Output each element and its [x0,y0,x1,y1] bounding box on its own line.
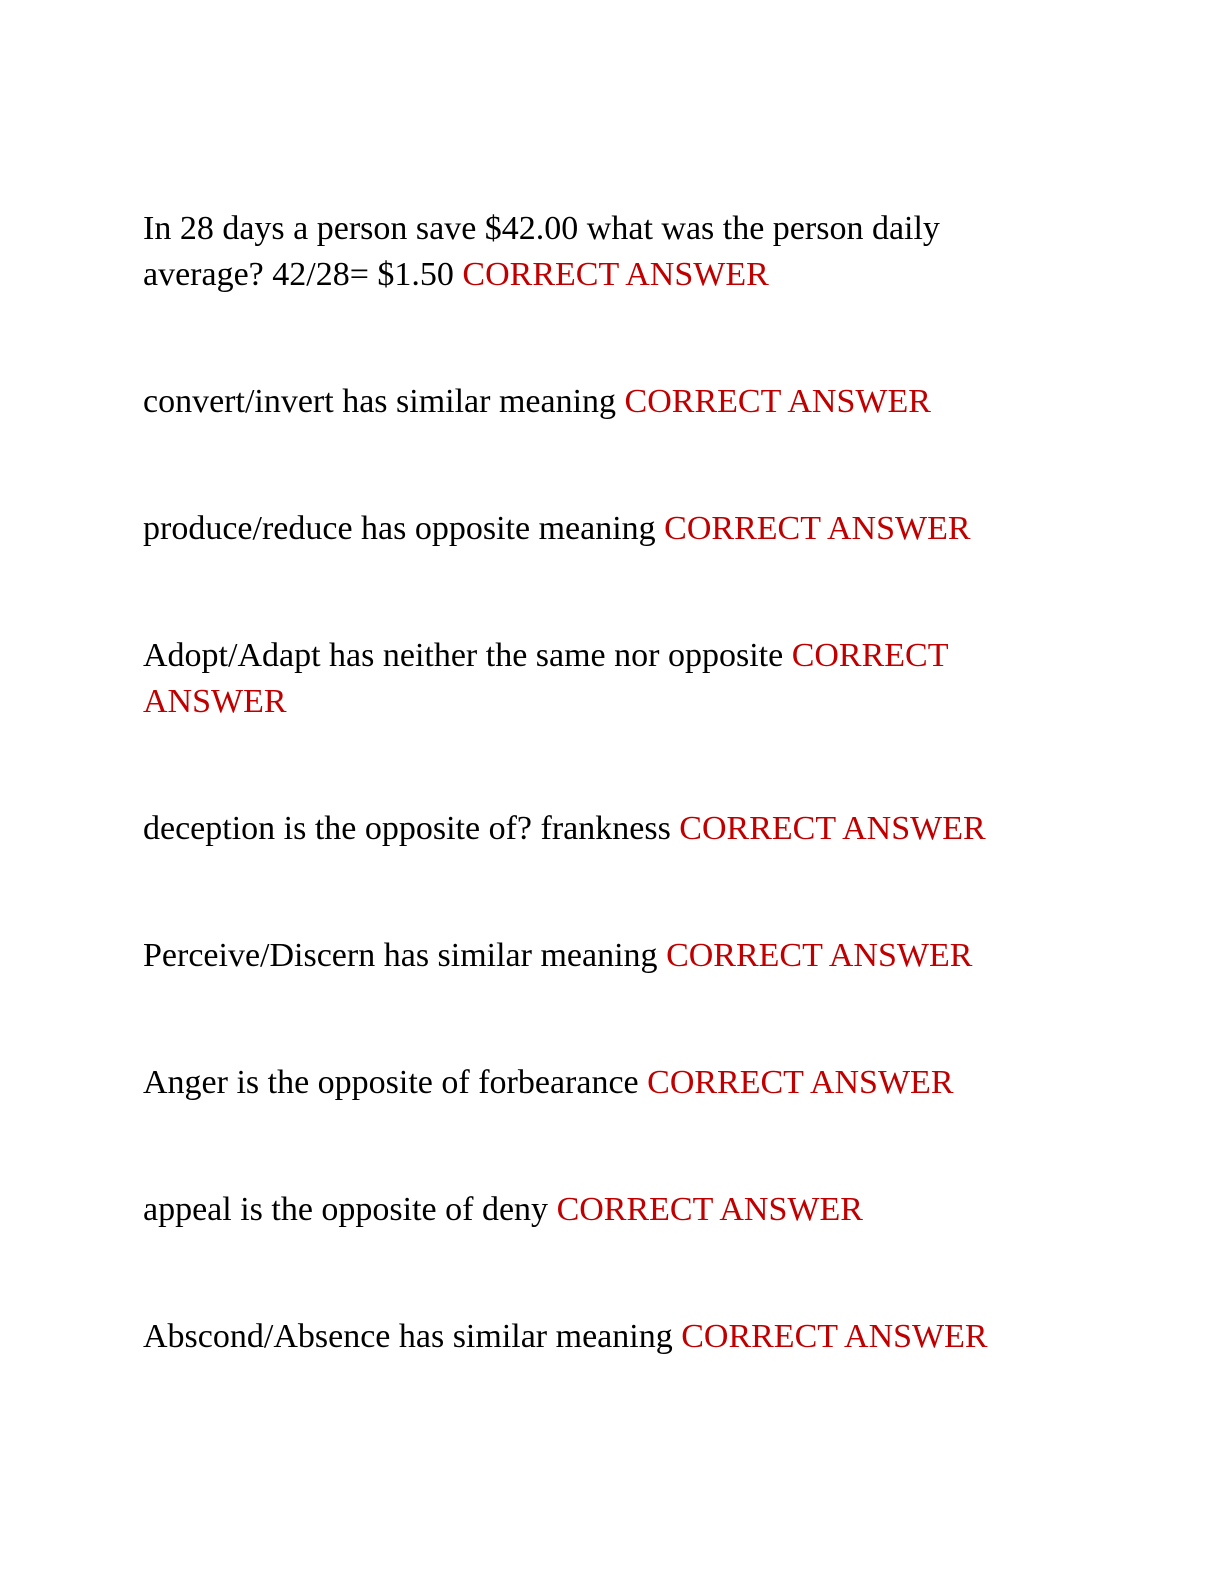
answer-label: CORRECT ANSWER [664,510,971,547]
qa-entry [143,1314,1043,1360]
qa-entry [143,933,1043,979]
question-text: Abscond/Absence has similar meaning [143,1318,673,1355]
question-text: produce/reduce has opposite meaning [143,510,656,547]
answer-label: CORRECT ANSWER [681,1318,988,1355]
qa-entry [143,506,1043,552]
question-text: Anger is the opposite of forbearance [143,1064,639,1101]
question-text: convert/invert has similar meaning [143,383,617,420]
qa-entry [143,1187,1043,1233]
answer-label: CORRECT ANSWER [143,637,948,720]
answer-label: CORRECT ANSWER [666,937,973,974]
question-text: Adopt/Adapt has neither the same nor opposite [143,637,784,674]
answer-label: CORRECT ANSWER [679,810,986,847]
qa-entry [143,206,1043,298]
answer-label: CORRECT ANSWER [647,1064,954,1101]
question-text: deception is the opposite of? frankness [143,810,671,847]
question-text: In 28 days a person save $42.00 what was the person daily average? 42/28= $1.50 [143,210,940,293]
qa-entry [143,379,1043,425]
answer-label: CORRECT ANSWER [624,383,931,420]
qa-entry [143,1060,1043,1106]
qa-entry [143,633,1043,725]
question-text: Perceive/Discern has similar meaning [143,937,658,974]
answer-label: CORRECT ANSWER [462,256,769,293]
question-text: appeal is the opposite of deny [143,1191,549,1228]
answer-label: CORRECT ANSWER [556,1191,863,1228]
qa-list [143,206,1043,1441]
qa-entry [143,806,1043,852]
